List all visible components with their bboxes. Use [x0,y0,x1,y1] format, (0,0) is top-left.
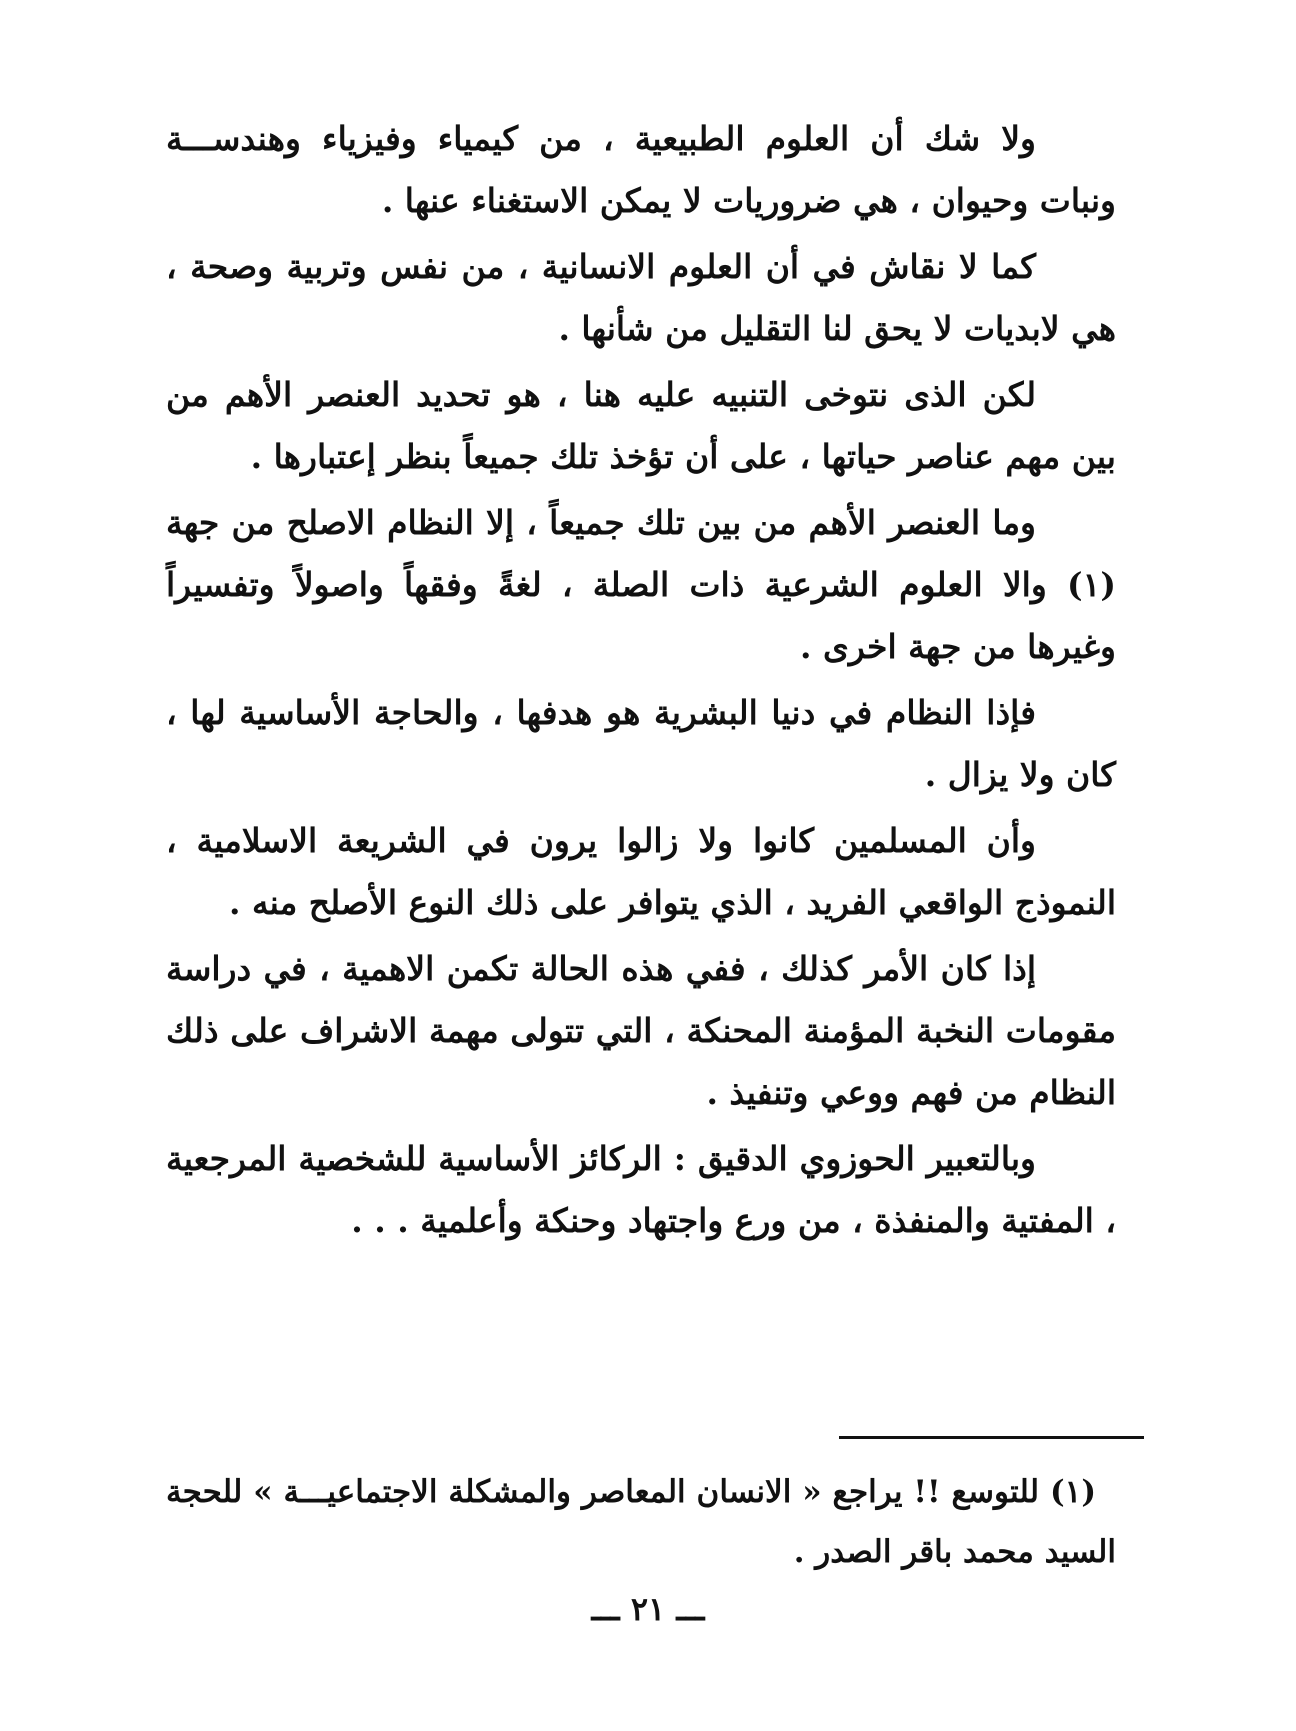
footnote: (١) للتوسع !! يراجع « الانسان المعاصر والمشكلة الاجتماعيـــة » للحجة السيد محمد باقر الصدر . [166,1474,1116,1570]
paragraph-1: ولا شك أن العلوم الطبيعية ، من كيمياء وفيزياء وهندســـة ونبات وحيوان ، هي ضروريات لا يمكن الاستغناء عنها . [166,119,1116,220]
page-number: ـــ ٢١ ـــ [591,1590,705,1628]
paragraph-5: فإذا النظام في دنيا البشرية هو هدفها ، والحاجة الأساسية لها ، كان ولا يزال . [166,693,1116,794]
paragraph-4: وما العنصر الأهم من بين تلك جميعاً ، إلا النظام الاصلح من جهة (١) والا العلوم الشرعية ذات الصلة ، لغةً وفقهاً واصولاً وتفسيراً وغيرها من جهة اخرى . [166,503,1116,666]
main-text-block [166,108,1116,1256]
paragraph-7: إذا كان الأمر كذلك ، ففي هذه الحالة تكمن الاهمية ، في دراسة مقومات النخبة المؤمنة المحنكة ، التي تتولى مهمة الاشراف على ذلك النظام من فهم ووعي وتنفيذ . [166,949,1116,1112]
footnote-divider [839,1436,1144,1439]
paragraph-2: كما لا نقاش في أن العلوم الانسانية ، من نفس وتربية وصحة ، هي لابديات لا يحق لنا التقليل من شأنها . [166,247,1116,348]
paragraph-8: وبالتعبير الحوزوي الدقيق : الركائز الأساسية للشخصية المرجعية ، المفتية والمنفذة ، من ورع واجتهاد وحنكة وأعلمية . . . [166,1139,1116,1240]
paragraph-6: وأن المسلمين كانوا ولا زالوا يرون في الشريعة الاسلامية ، النموذج الواقعي الفريد ، الذي يتوافر على ذلك النوع الأصلح منه . [166,821,1116,922]
paragraph-3: لكن الذى نتوخى التنبيه عليه هنا ، هو تحديد العنصر الأهم من بين مهم عناصر حياتها ، على أن تؤخذ تلك جميعاً بنظر إعتبارها . [166,375,1116,476]
